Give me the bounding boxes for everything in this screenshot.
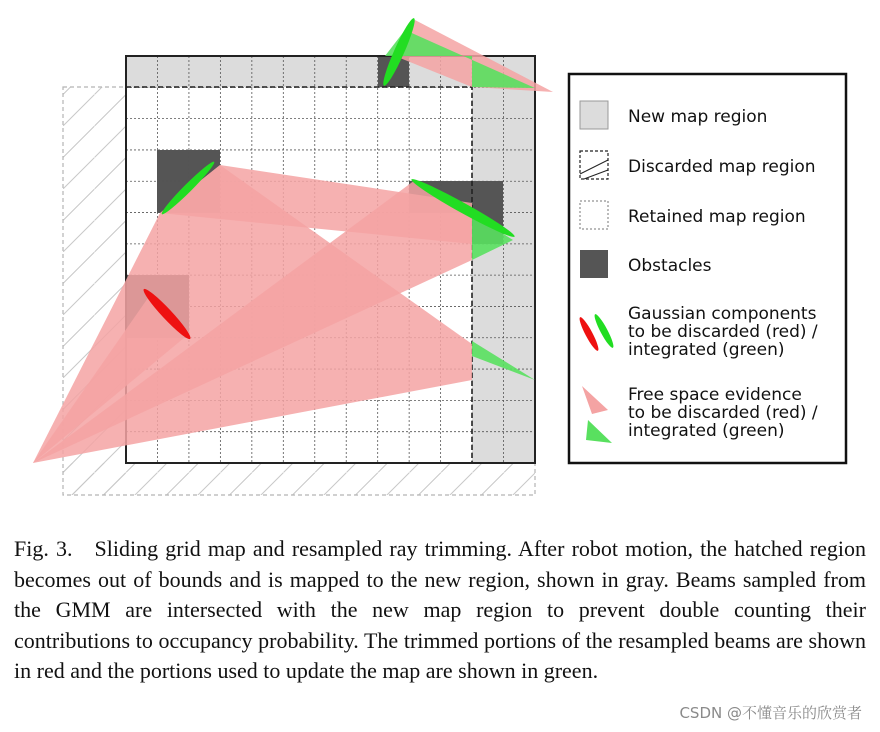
watermark: CSDN @不懂音乐的欣赏者 <box>679 704 862 722</box>
caption-label: Fig. 3. <box>14 536 73 561</box>
legend-retained-swatch <box>580 201 608 229</box>
legend <box>569 74 846 463</box>
legend-discarded-label: Discarded map region <box>628 157 816 177</box>
figure-caption <box>14 534 866 687</box>
legend-retained-label: Retained map region <box>628 207 806 227</box>
legend-obstacle-swatch <box>580 250 608 278</box>
legend-new-region-swatch <box>580 101 608 129</box>
legend-obstacle-label: Obstacles <box>628 256 712 276</box>
caption-text: Sliding grid map and resampled ray trimming. After robot motion, the hatched region becomes out of bounds and is mapped to the new region, shown in gray. Beams sampled from the GMM are intersected with the new map region to prevent double counting their contributions to occupancy probability. The trimmed portions of the resampled beams are shown in red and the portions used to update the map are shown in green. <box>14 536 866 683</box>
legend-gaussian-label: Gaussian components to be discarded (red) / integrated (green) <box>628 304 818 360</box>
legend-new-region-label: New map region <box>628 107 768 127</box>
legend-free-space-label: Free space evidence to be discarded (red) / integrated (green) <box>628 385 818 441</box>
